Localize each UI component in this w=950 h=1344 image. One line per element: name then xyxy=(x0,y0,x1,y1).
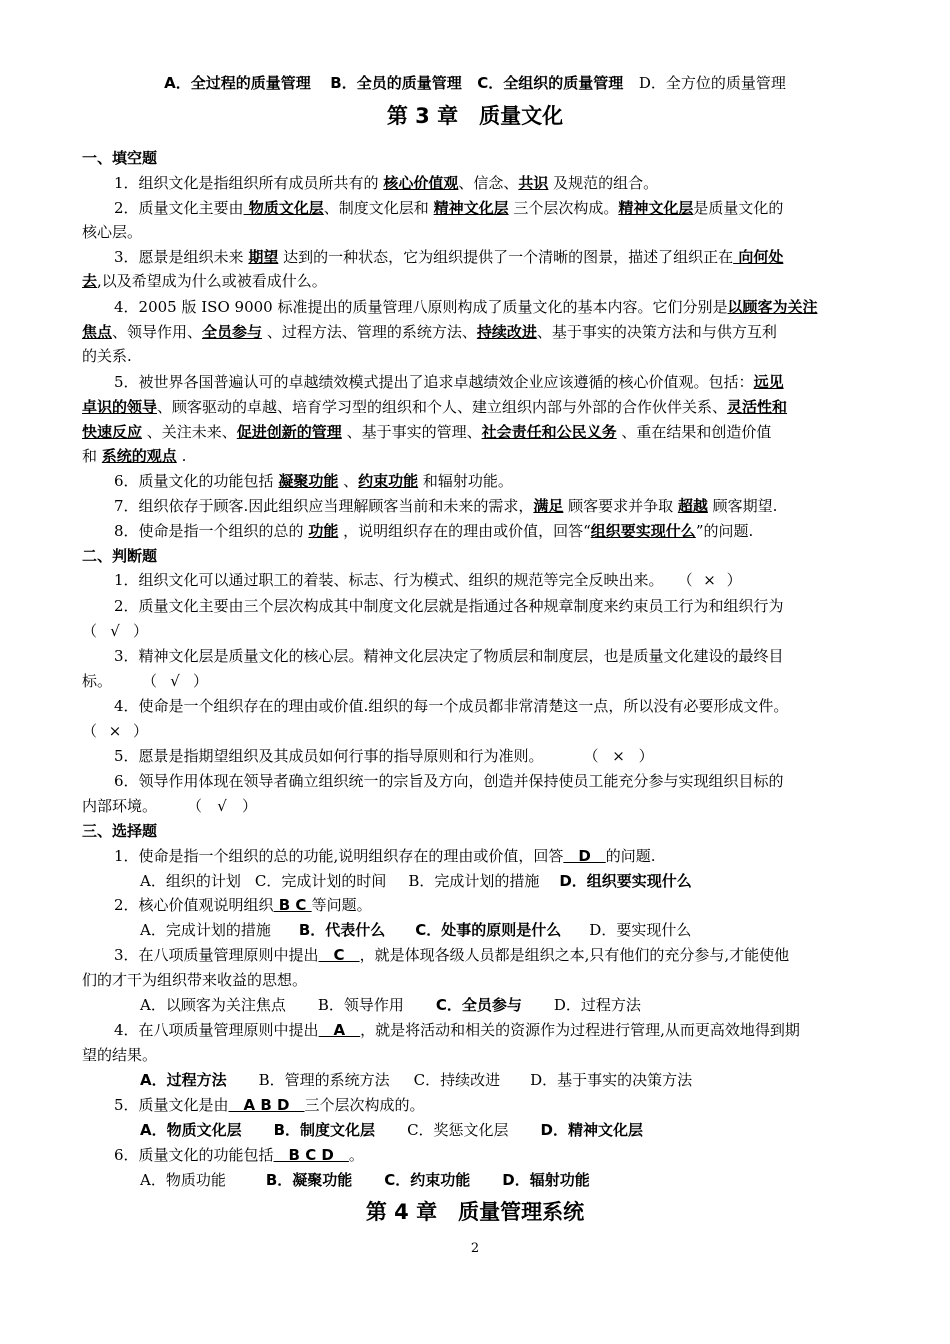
option: B．管理的系统方法 xyxy=(258,1071,390,1089)
fill-q3-cont xyxy=(82,272,870,290)
fill-q3 xyxy=(114,248,870,266)
answer: 满足 xyxy=(533,497,564,515)
answer: 焦点 xyxy=(82,323,113,341)
text: ”的问题. xyxy=(695,522,754,540)
choice-q6-options xyxy=(140,1171,870,1189)
section-judge-heading: 二、判断题 xyxy=(82,547,158,565)
text: 6．质量文化的功能包括 xyxy=(114,472,279,490)
choice-q6 xyxy=(114,1146,870,1164)
text: 内部环境。 xyxy=(82,797,158,815)
fill-q5 xyxy=(114,373,870,391)
text: 、信念、 xyxy=(458,174,519,192)
text: 顾客要求并争取 xyxy=(563,497,678,515)
option: B．制度文化层 xyxy=(273,1121,376,1139)
text: 、顾客驱动的卓越、培育学习型的组织和个人、建立组织内部与外部的合作伙伴关系、 xyxy=(157,398,728,416)
text: 1．组织文化可以通过职工的着装、标志、行为模式、组织的规范等完全反映出来。 xyxy=(114,571,664,589)
paren: （ xyxy=(583,747,599,765)
judge-q1 xyxy=(114,571,870,589)
option: D．组织要实现什么 xyxy=(559,872,692,890)
paren: （ xyxy=(142,672,158,690)
answer: 向何处 xyxy=(733,248,784,266)
option-d: D．全方位的质量管理 xyxy=(638,74,786,92)
top-options-line xyxy=(0,74,950,92)
answer: 超越 xyxy=(677,497,708,515)
option: B．领导作用 xyxy=(317,996,404,1014)
fill-q4 xyxy=(114,298,870,316)
fill-q7 xyxy=(114,497,870,515)
option: D．精神文化层 xyxy=(540,1121,643,1139)
text: 的问题. xyxy=(605,847,656,865)
option: C．处事的原则是什么 xyxy=(415,921,562,939)
answer: 约束功能 xyxy=(358,472,419,490)
answer: B C xyxy=(273,896,312,914)
paren: ） xyxy=(133,722,149,740)
fill-q1 xyxy=(114,174,870,192)
text: 6．质量文化的功能包括 xyxy=(114,1146,274,1164)
answer: A B D xyxy=(228,1096,305,1114)
text: 等问题。 xyxy=(311,896,372,914)
judge-q6-cont xyxy=(82,797,870,815)
section-choice-heading: 三、选择题 xyxy=(82,822,158,840)
option: A．完成计划的措施 xyxy=(140,921,271,939)
text: 8．使命是指一个组织的总的 xyxy=(114,522,309,540)
paren: （ xyxy=(82,622,98,640)
fill-q2 xyxy=(114,199,870,217)
option: B．凝聚功能 xyxy=(265,1171,353,1189)
text: 、基于事实的决策方法和与供方互利 xyxy=(536,323,777,341)
text: 、关注未来、 xyxy=(142,423,237,441)
answer: 组织要实现什么 xyxy=(590,522,696,540)
answer: D xyxy=(563,847,606,865)
text: 、领导作用、 xyxy=(112,323,203,341)
chapter-3-title: 第 3 章 质量文化 xyxy=(386,104,564,128)
option: C．持续改进 xyxy=(413,1071,501,1089)
text: 、过程方法、管理的系统方法、 xyxy=(262,323,477,341)
choice-q4-options xyxy=(140,1071,870,1089)
check-mark: √ xyxy=(170,672,180,690)
answer: 精神文化层 xyxy=(433,199,509,217)
chapter-4-title: 第 4 章 质量管理系统 xyxy=(365,1200,585,1224)
paren: （ xyxy=(187,797,203,815)
option: A．以顾客为关注焦点 xyxy=(140,996,286,1014)
text: 及规范的组合。 xyxy=(548,174,659,192)
fill-q8 xyxy=(114,522,870,540)
fill-q6 xyxy=(114,472,870,490)
option: A．过程方法 xyxy=(140,1071,227,1089)
text: 达到的一种状态，它为组织提供了一个清晰的图景，描述了组织正在 xyxy=(278,248,734,266)
text: ,以及希望成为什么或被看成什么。 xyxy=(97,272,327,290)
option: C．全员参与 xyxy=(435,996,522,1014)
text: 5．质量文化是由 xyxy=(114,1096,229,1114)
option: D．辐射功能 xyxy=(502,1171,590,1189)
fill-q5-cont2 xyxy=(82,423,870,441)
paren: ） xyxy=(726,571,742,589)
option-c: C．全组织的质量管理 xyxy=(477,74,624,92)
text: 是质量文化的 xyxy=(693,199,784,217)
text: 5．被世界各国普遍认可的卓越绩效模式提出了追求卓越绩效企业应该遵循的核心价值观。包括： xyxy=(114,373,754,391)
text: 4．在八项质量管理原则中提出 xyxy=(114,1021,319,1039)
text: 2．质量文化主要由 xyxy=(114,199,244,217)
judge-q2: 2．质量文化主要由三个层次构成其中制度文化层就是指通过各种规章制度来约束员工行为和组织行为 xyxy=(114,597,784,615)
fill-q4-cont2: 的关系. xyxy=(82,347,132,365)
paren: （ xyxy=(82,722,98,740)
option: A．物质文化层 xyxy=(140,1121,242,1139)
text: 和辐射功能。 xyxy=(418,472,513,490)
text: 三个层次构成的。 xyxy=(304,1096,425,1114)
answer: 系统的观点 xyxy=(101,447,177,465)
option-b: B．全员的质量管理 xyxy=(330,74,462,92)
text: 4．2005 版 ISO 9000 标准提出的质量管理八原则构成了质量文化的基本内容。它们分别是 xyxy=(114,298,728,316)
choice-q4-cont: 望的结果。 xyxy=(82,1046,158,1064)
answer: 社会责任和公民义务 xyxy=(481,423,617,441)
answer: 远见 xyxy=(753,373,784,391)
answer: B C D xyxy=(273,1146,349,1164)
choice-q3 xyxy=(114,946,870,964)
choice-q3-cont: 们的才干为组织带来收益的思想。 xyxy=(82,971,308,989)
paren: ） xyxy=(193,672,209,690)
choice-q3-options xyxy=(140,996,870,1014)
cross-mark: × xyxy=(612,747,625,765)
option: A．组织的计划 xyxy=(140,872,241,890)
choice-q2-options xyxy=(140,921,870,939)
answer: 期望 xyxy=(248,248,279,266)
option: D．过程方法 xyxy=(553,996,641,1014)
text: . xyxy=(176,447,187,465)
text: 3．愿景是组织未来 xyxy=(114,248,249,266)
fill-q5-cont xyxy=(82,398,870,416)
judge-q3-cont xyxy=(82,672,870,690)
page-number: 2 xyxy=(470,1241,480,1256)
judge-q3: 3．精神文化层是质量文化的核心层。精神文化层决定了物质层和制度层，也是质量文化建设的最终目 xyxy=(114,647,784,665)
answer: 物质文化层 xyxy=(243,199,324,217)
paren: ） xyxy=(242,797,258,815)
judge-q5 xyxy=(114,747,870,765)
text: ，说明组织存在的理由或价值，回答“ xyxy=(338,522,591,540)
option: D．要实现什么 xyxy=(589,921,692,939)
choice-q5 xyxy=(114,1096,870,1114)
section-fill-heading: 一、填空题 xyxy=(82,149,158,167)
answer: 功能 xyxy=(308,522,339,540)
answer: 卓识的领导 xyxy=(82,398,158,416)
choice-q1-options xyxy=(140,872,870,890)
paren: ） xyxy=(638,747,654,765)
text: ，就是将活动和相关的资源作为过程进行管理,从而更高效地得到期 xyxy=(360,1021,800,1039)
choice-q1 xyxy=(114,847,870,865)
option: B．代表什么 xyxy=(298,921,386,939)
text: 、 xyxy=(338,472,359,490)
answer: 全员参与 xyxy=(202,323,263,341)
option: A．物质功能 xyxy=(140,1171,226,1189)
text: 2．核心价值观说明组织 xyxy=(114,896,274,914)
text: 1．使命是指一个组织的总的功能,说明组织存在的理由或价值，回答 xyxy=(114,847,564,865)
text: 。 xyxy=(348,1146,364,1164)
answer: 促进创新的管理 xyxy=(236,423,342,441)
text: 、重在结果和创造价值 xyxy=(616,423,772,441)
answer: 凝聚功能 xyxy=(278,472,339,490)
text: 3．在八项质量管理原则中提出 xyxy=(114,946,319,964)
text: 标。 xyxy=(82,672,113,690)
judge-q6: 6．领导作用体现在领导者确立组织统一的宗旨及方向，创造并保持使员工能充分参与实现组织目标的 xyxy=(114,772,784,790)
check-mark: √ xyxy=(110,622,120,640)
answer: 去 xyxy=(82,272,98,290)
judge-q2-mark xyxy=(82,622,870,640)
choice-q4 xyxy=(114,1021,870,1039)
option: C．完成计划的时间 xyxy=(254,872,387,890)
answer: 灵活性和 xyxy=(727,398,788,416)
text: 和 xyxy=(82,447,102,465)
text: 1．组织文化是指组织所有成员所共有的 xyxy=(114,174,384,192)
answer: 以顾客为关注 xyxy=(727,298,818,316)
answer: 快速反应 xyxy=(82,423,143,441)
answer: 精神文化层 xyxy=(618,199,694,217)
paren: （ xyxy=(677,571,693,589)
option: D．基于事实的决策方法 xyxy=(530,1071,693,1089)
text: 顾客期望. xyxy=(707,497,778,515)
answer: 共识 xyxy=(518,174,549,192)
text: 、基于事实的管理、 xyxy=(341,423,482,441)
judge-q4: 4．使命是一个组织存在的理由或价值.组织的每一个成员都非常清楚这一点，所以没有必要形成文件。 xyxy=(114,697,789,715)
choice-q2 xyxy=(114,896,870,914)
text: 5．愿景是指期望组织及其成员如何行事的指导原则和行为准则。 xyxy=(114,747,544,765)
option: B．完成计划的措施 xyxy=(408,872,540,890)
fill-q2-cont: 核心层。 xyxy=(82,223,143,241)
check-mark: √ xyxy=(217,797,227,815)
option: C．约束功能 xyxy=(384,1171,471,1189)
fill-q4-cont xyxy=(82,323,870,341)
answer: C xyxy=(318,946,360,964)
cross-mark: × xyxy=(703,571,716,589)
cross-mark: × xyxy=(108,722,122,740)
option: C．奖惩文化层 xyxy=(407,1121,509,1139)
answer: A xyxy=(318,1021,361,1039)
answer: 核心价值观 xyxy=(383,174,459,192)
answer: 持续改进 xyxy=(476,323,537,341)
text: 三个层次构成。 xyxy=(508,199,619,217)
judge-q4-mark xyxy=(82,722,870,740)
option-a: A．全过程的质量管理 xyxy=(164,74,311,92)
choice-q5-options xyxy=(140,1121,870,1139)
text: 、制度文化层和 xyxy=(323,199,434,217)
fill-q5-cont3 xyxy=(82,447,870,465)
text: ，就是体现各级人员都是组织之本,只有他们的充分参与,才能使他 xyxy=(359,946,790,964)
paren: ） xyxy=(133,622,149,640)
text: 7．组织依存于顾客.因此组织应当理解顾客当前和未来的需求， xyxy=(114,497,534,515)
